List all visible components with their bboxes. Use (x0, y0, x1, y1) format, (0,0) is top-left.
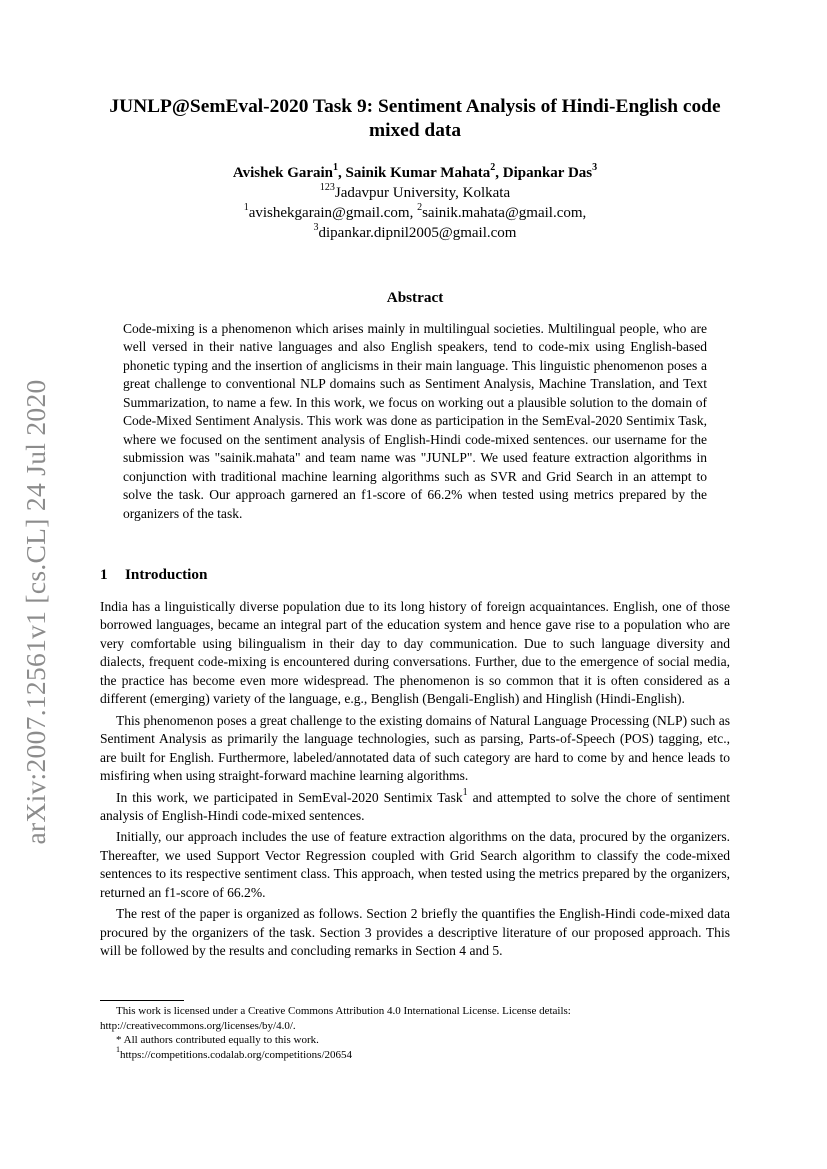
paragraph: Initially, our approach includes the use of feature extraction algorithms on the data, procured by the organizers. Thereafter, we used Support Vector Regression coupled with Grid Search algorithm to classify the code-mixed sentences to its respective sentiment class. This approach, when tested using the metrics prepared by the organizers, returned an f1-score of 66.2%. (100, 829, 730, 900)
equal-contribution-footnote: * All authors contributed equally to this work. (116, 1034, 319, 1046)
author-superscript: 3 (592, 162, 598, 173)
section-number: 1 (100, 566, 108, 583)
footnote-link[interactable]: https://competitions.codalab.org/competitions/20654 (120, 1048, 352, 1061)
footnotes (100, 1004, 730, 1062)
author-emails-line2: $^3$dipankar.dipnil2005@gmail.com (313, 222, 517, 241)
author-superscript: 1 (333, 162, 339, 173)
footnote-1: $^1$https://competitions.codalab.org/competitions/20654 (116, 1044, 352, 1061)
author-name: Sainik Kumar Mahata (345, 165, 491, 181)
email-address: avishekgarain@gmail.com, (248, 205, 414, 221)
email-address: dipankar.dipnil2005@gmail.com (318, 225, 517, 241)
section-heading-introduction (100, 566, 207, 584)
abstract-text: Code-mixing is a phenomenon which arises mainly in multilingual societies. Multilingual people, who are well versed in their native languages and also English speakers, tend to code-mix using English-based phonetic typing and the insertion of anglicisms in their main language. This linguistic phenomenon poses a great challenge to conventional NLP domains such as Sentiment Analysis, Machine Translation, and Text Summarization, to name a few. In this work, we focus on working out a plausible solution to the domain of Code-Mixed Sentiment Analysis. This work was done as participation in the SemEval-2020 Sentimix Task, where we focused on the sentiment analysis of English-Hindi code-mixed sentences. our username for the submission was "sainik.mahata" and team name was "JUNLP". We used feature extraction algorithms in conjunction with traditional machine learning algorithms such as SVR and Grid Search in an attempt to solve the task. Our approach garnered an f1-score of 66.2% when tested using metrics prepared by the organizers of the task. (123, 321, 707, 521)
arxiv-identifier-stamp: arXiv:2007.12561v1 [cs.CL] 24 Jul 2020 (20, 379, 51, 845)
author-names: Avishek Garain$^1$, Sainik Kumar Mahata$^2$, Dipankar Das$^3$ (232, 162, 598, 181)
author-name: Avishek Garain (232, 165, 334, 181)
affiliation-superscript: 123 (319, 182, 335, 193)
author-emails: $^1$avishekgarain@gmail.com, $^2$sainik.mahata@gmail.com, (243, 202, 587, 221)
author-name: Dipankar Das (502, 165, 593, 181)
paragraph: This phenomenon poses a great challenge to the existing domains of Natural Language Processing (NLP) such as Sentiment Analysis as primarily the language technologies, such as parsing, Parts-of-Speech (POS) tagging, etc., are built for English. Furthermore, labeled/annotated data of such category are hard to come by and hence leads to misfiring when using straight-forward machine learning algorithms. (100, 712, 730, 784)
paragraph: The rest of the paper is organized as follows. Section 2 briefly the quantifies the English-Hindi code-mixed data procured by the organizers of the task. Section 3 provides a descriptive literature of our proposed approach. This will be followed by the results and concluding remarks in Section 4 and 5. (100, 906, 730, 959)
section-title: Introduction (125, 566, 208, 583)
author-superscript: 2 (490, 162, 496, 173)
author-block (100, 163, 730, 243)
paragraph: India has a linguistically diverse population due to its long history of foreign acquaintances. English, one of those borrowed languages, became an integral part of the education system and hence gave rise to a population who are very comfortable using bilingualism in their day to day communication. Due to such language diversity and dialects, frequent code-mixing is encountered during conversations. Further, due to the emergence of social media, the practice has become even more widespread. The phenomenon is so common that it is often considered as a different (emerging) variety of the language, e.g., Benglish (Bengali-English) and Hinglish (Hindi-English). (100, 599, 730, 707)
footnote-marker: 1 (462, 787, 468, 799)
footnote-divider (100, 1000, 184, 1001)
introduction-body (100, 598, 730, 964)
paragraph: In this work, we participated in SemEval-2020 Sentimix Task$^1$ and attempted to solve the chore of sentiment analysis of English-Hindi code-mixed sentences. (100, 787, 731, 823)
paper-title: JUNLP@SemEval-2020 Task 9: Sentiment Analysis of Hindi-English code mixed data (109, 96, 721, 141)
email-address: sainik.mahata@gmail.com, (422, 205, 587, 221)
license-footnote: This work is licensed under a Creative Commons Attribution 4.0 International License. License details: http://creativecommons.org/licenses/by/4.0/. (100, 1005, 571, 1032)
affiliation: $^{123}$Jadavpur University, Kolkata (319, 182, 511, 201)
abstract-heading: Abstract (386, 289, 444, 306)
